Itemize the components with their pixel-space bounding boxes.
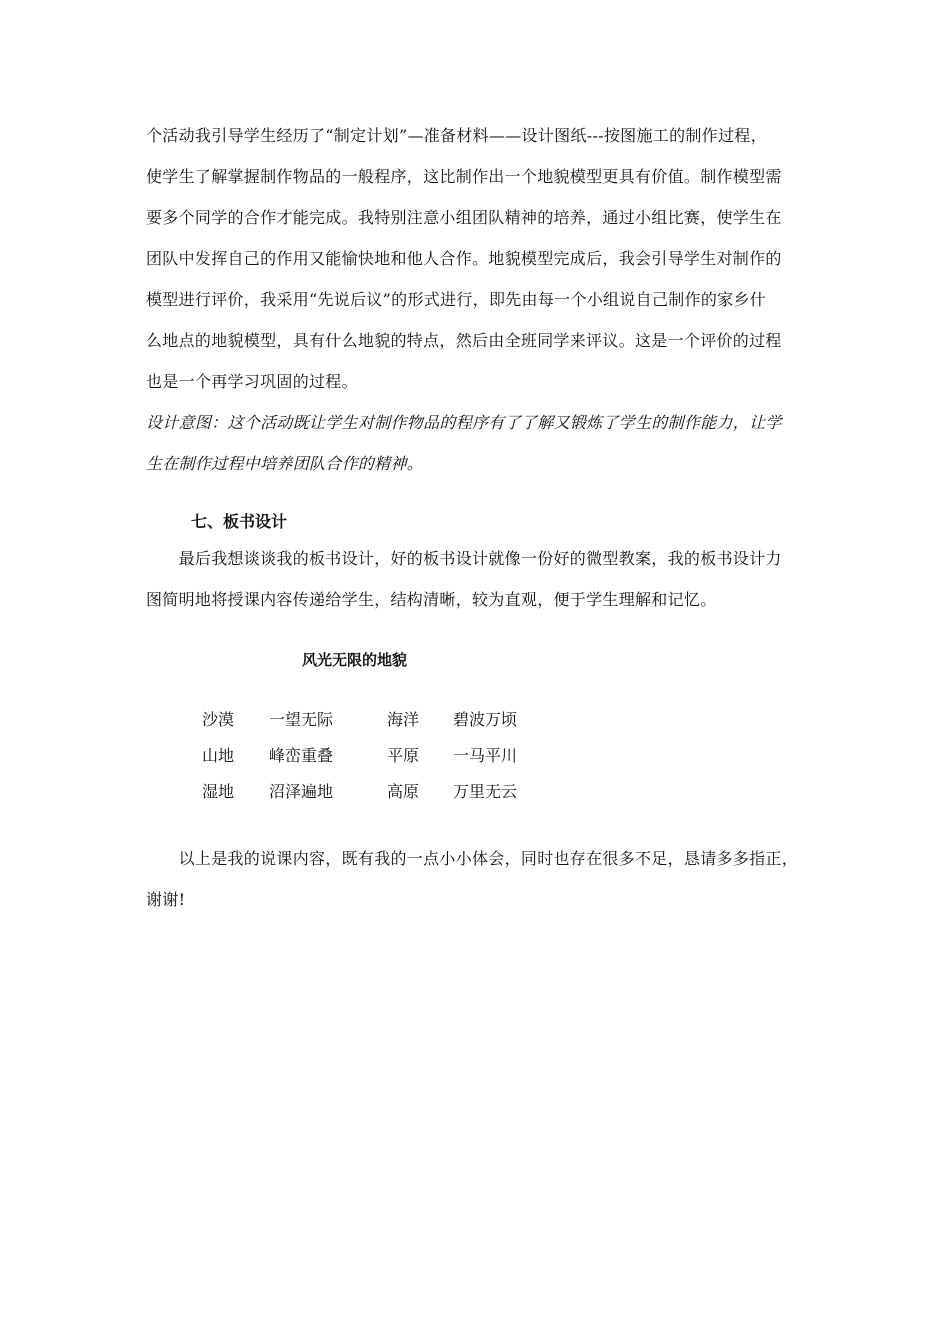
text-line: 使学生了解掌握制作物品的一般程序，这比制作出一个地貌模型更具有价值。制作模型需 <box>146 167 782 186</box>
landform-name: 山地 <box>202 746 235 765</box>
text-line: 么地点的地貌模型，具有什么地貌的特点，然后由全班同学来评议。这是一个评价的过程 <box>146 331 782 350</box>
text-line: 团队中发挥自己的作用又能愉快地和他人合作。地貌模型完成后，我会引导学生对制作的 <box>146 249 782 268</box>
landform-phrase: 沼泽遍地 <box>269 782 334 801</box>
board-title: 风光无限的地貌 <box>302 651 408 669</box>
section-heading: 七、板书设计 <box>191 512 288 531</box>
landform-phrase: 一望无际 <box>269 710 334 729</box>
landform-name: 平原 <box>387 746 420 765</box>
text-line: 最后我想谈谈我的板书设计，好的板书设计就像一份好的微型教案，我的板书设计力 <box>146 549 782 568</box>
text-line: 要多个同学的合作才能完成。我特别注意小组团队精神的培养，通过小组比赛，使学生在 <box>146 208 782 227</box>
landform-name: 湿地 <box>202 782 235 801</box>
text-line: 以上是我的说课内容，既有我的一点小小体会，同时也存在很多不足，恳请多多指正， <box>146 849 799 868</box>
closing-paragraph <box>146 838 810 920</box>
landform-name: 沙漠 <box>202 710 235 729</box>
landform-phrase: 峰峦重叠 <box>269 746 334 765</box>
text-line: 也是一个再学习巩固的过程。 <box>146 372 358 391</box>
lesson-paragraph <box>146 115 810 402</box>
board-design-paragraph <box>146 538 810 620</box>
landform-name: 高原 <box>387 782 420 801</box>
text-line: 个活动我引导学生经历了“制定计划”—准备材料——设计图纸---按图施工的制作过程， <box>146 126 767 145</box>
landform-phrase: 万里无云 <box>453 782 518 801</box>
text-line: 谢谢! <box>146 890 186 909</box>
landform-phrase: 一马平川 <box>453 746 518 765</box>
text-line: 模型进行评价，我采用“先说后议”的形式进行，即先由每一个小组说自己制作的家乡什 <box>146 290 767 309</box>
board-layout <box>202 702 562 810</box>
landform-phrase: 碧波万顷 <box>453 710 518 729</box>
text-line: 设计意图：这个活动既让学生对制作物品的程序有了了解又锻炼了学生的制作能力，让学 <box>146 413 782 432</box>
design-intent-paragraph <box>146 402 810 484</box>
board-row <box>202 738 562 774</box>
board-row <box>202 702 562 738</box>
text-line: 图简明地将授课内容传递给学生，结构清晰，较为直观，便于学生理解和记忆。 <box>146 590 717 609</box>
text-line: 生在制作过程中培养团队合作的精神。 <box>146 454 424 473</box>
board-row <box>202 774 562 810</box>
landform-name: 海洋 <box>387 710 420 729</box>
